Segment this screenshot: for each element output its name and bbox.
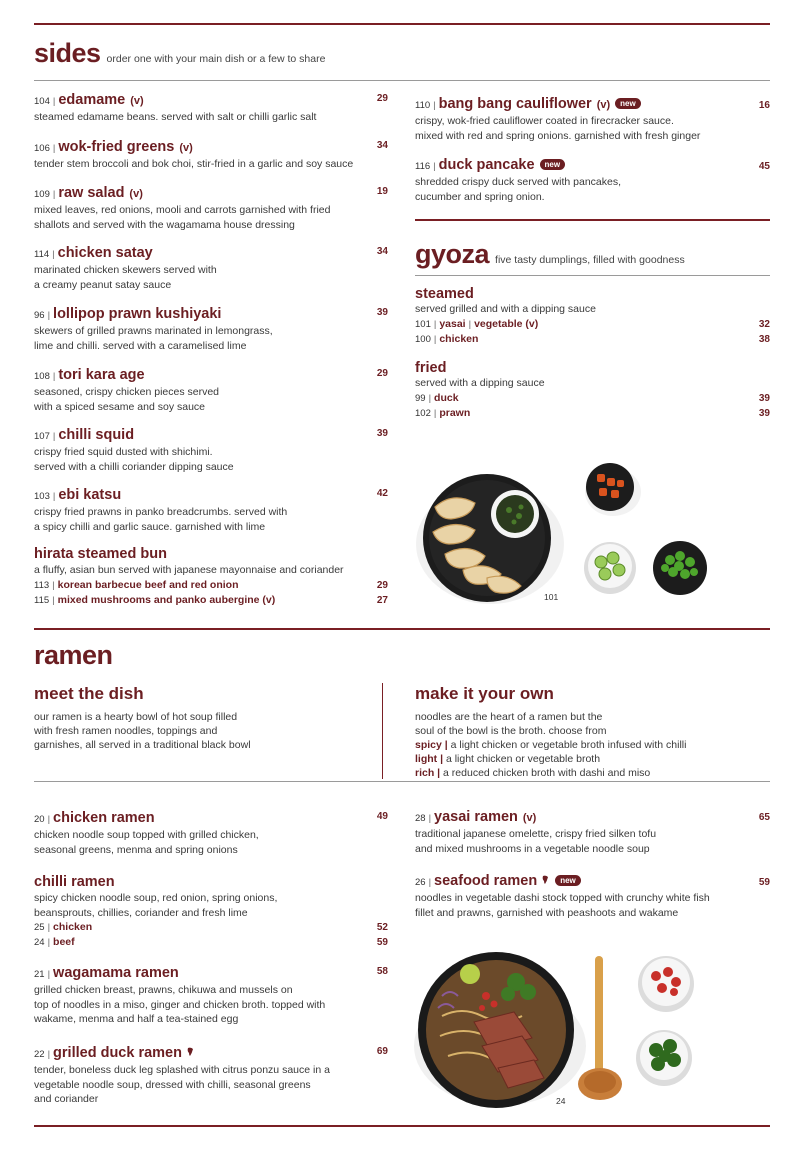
item-description: crispy fried squid dusted with shichimi. served with a chilli coriander dipping sauce [34,446,234,473]
item-number: 107 [34,431,50,442]
variant-name: mixed mushrooms and panko aubergine (v) [57,593,276,606]
item-name: wok-fried greens [58,139,175,155]
item-name: grilled duck ramen [53,1045,182,1061]
gyoza-title: gyoza [415,239,490,269]
item-name: chicken ramen [53,810,155,826]
gyoza-photo [415,452,715,612]
variant-price: 29 [376,579,388,591]
item-number: 26 [415,877,426,888]
broth-option: rich | a reduced chicken broth with dashi and miso [415,767,651,779]
vegetarian-marker: (v) [129,188,143,200]
item-name: ebi katsu [58,487,122,503]
item-number: 20 [34,814,45,825]
variant-row: 25 | chicken 52 [34,921,388,933]
item-price: 39 [376,307,388,318]
menu-item-chilli-ramen [34,874,388,950]
item-number: 22 [34,1049,45,1060]
variant-name: chicken [53,921,93,933]
new-badge: new [540,159,566,170]
make-title: make it your own [415,684,554,703]
make-it-your-own [415,684,770,780]
variant-row: 101 | yasai | vegetable (v) 32 [415,317,770,330]
vegetarian-marker: (v) [130,95,144,107]
variant-row: 113 | korean barbecue beef and red onion 29 [34,578,388,591]
variant-row: 100 | chicken 38 [415,332,770,345]
item-price: 49 [376,811,388,822]
item-name: chilli ramen [34,874,115,890]
menu-item: 28 | yasai ramen (v) 65 traditional japanese omelette, crispy fried silken tofu and mixed mushrooms in a vegetable noodle soup [415,809,770,855]
make-intro: noodles are the heart of a ramen but the soul of the bowl is the broth. choose from [415,711,607,737]
variant-price: 59 [376,937,388,948]
variant-name: duck [434,391,459,404]
gyoza-steamed [415,286,770,347]
item-price: 42 [376,488,388,499]
variant-price: 27 [376,594,388,606]
variant-price: 39 [758,392,770,404]
menu-item: 106 | wok-fried greens (v) 34 tender stem broccoli and bok choi, stir-fried in a garlic and soy sauce [34,139,388,170]
menu-item: 96 | lollipop prawn kushiyaki 39 skewers of grilled prawns marinated in lemongrass, lime and chilli. served with a caramelised lime [34,306,388,352]
item-description: shredded crispy duck served with pancakes, cucumber and spring onion. [415,176,622,203]
item-number: 104 [34,96,50,107]
item-description: chicken noodle soup topped with grilled chicken, seasonal greens, menma and spring onions [34,829,259,856]
menu-item-bun [34,546,388,608]
item-name: raw salad [58,185,125,201]
variant-row: 99 | duck 39 [415,391,770,404]
chilli-icon [186,1047,195,1057]
menu-item: 104 | edamame (v) 29 steamed edamame beans. served with salt or chilli garlic salt [34,92,388,123]
item-number: 108 [34,371,50,382]
item-number: 21 [34,969,45,980]
variant-name: chicken [439,332,479,345]
column-divider [382,683,383,779]
variant-price: 52 [376,922,388,933]
item-price: 19 [376,186,388,197]
item-name: edamame [58,92,126,108]
item-name: fried [415,360,447,376]
variant-price: 38 [758,333,770,345]
item-description: noodles in vegetable dashi stock topped with crunchy white fish fillet and prawns, garnished with peashoots and wakame [415,892,710,919]
item-price: 65 [758,812,770,823]
item-name: tori kara age [58,367,145,383]
variant-name: korean barbecue beef and red onion [57,578,239,591]
item-price: 29 [376,93,388,104]
item-description: seasoned, crispy chicken pieces served with a spiced sesame and soy sauce [34,386,220,413]
broth-option: spicy | a light chicken or vegetable broth infused with chilli [415,739,687,751]
sides-title: sides [34,38,101,68]
menu-item: 109 | raw salad (v) 19 mixed leaves, red onions, mooli and carrots garnished with fried shallots and served with the wagamama house dressing [34,185,388,231]
top-rule [34,23,770,25]
item-number: 28 [415,813,426,824]
menu-item: 103 | ebi katsu 42 crispy fried prawns in panko breadcrumbs. served with a spicy chilli and garlic sauce. garnished with lime [34,487,388,533]
item-description: mixed leaves, red onions, mooli and carrots garnished with fried shallots and served with the wagamama house dressing [34,204,331,231]
variant-price: 32 [758,318,770,330]
variant-name: yasai [439,317,466,330]
item-description: tender stem broccoli and bok choi, stir-fried in a garlic and soy sauce [34,158,354,170]
chilli-icon [541,875,550,885]
item-price: 29 [376,368,388,379]
item-number: 106 [34,143,50,154]
gyoza-rule [415,275,770,276]
item-description: traditional japanese omelette, crispy fried silken tofu and mixed mushrooms in a vegetable noodle soup [415,828,657,855]
item-number: 96 [34,310,45,321]
menu-item: 26 | seafood ramen new 59 noodles in vegetable dashi stock topped with crunchy white fish fillet and prawns, garnished with peashoots and wakame [415,873,770,919]
item-name: bang bang cauliflower [438,96,592,112]
item-name: chicken satay [57,245,153,261]
new-badge: new [555,875,581,886]
item-name: yasai ramen [434,809,518,825]
item-name: wagamama ramen [53,965,179,981]
item-name: chilli squid [58,427,135,443]
sides-rule [34,80,770,81]
meet-text: our ramen is a hearty bowl of hot soup filled with fresh ramen noodles, toppings and garnishes, all served in a traditional black bowl [34,711,251,751]
menu-item: 110 | bang bang cauliflower (v) new 16 crispy, wok-fried cauliflower coated in firecracker sauce. mixed with red and spring onions. garnished with fresh ginger [415,96,770,142]
item-price: 59 [758,877,770,888]
menu-item: 20 | chicken ramen 49 chicken noodle soup topped with grilled chicken, seasonal greens, menma and spring onions [34,810,388,856]
gyoza-subtitle: five tasty dumplings, filled with goodness [495,254,685,266]
variant-extra: vegetable (v) [474,317,539,330]
item-description: grilled chicken breast, prawns, chikuwa and mussels on top of noodles in a miso, ginger and chicken broth. topped with wakame, menma and half a tea-stained egg [34,984,326,1025]
ramen-rule [34,781,770,782]
menu-item: 108 | tori kara age 29 seasoned, crispy chicken pieces served with a spiced sesame and soy sauce [34,367,388,413]
item-number: 116 [415,161,431,172]
item-price: 69 [376,1046,388,1057]
menu-item: 114 | chicken satay 34 marinated chicken skewers served with a creamy peanut satay sauce [34,245,388,291]
item-description: served grilled and with a dipping sauce [415,303,596,315]
item-description: a fluffy, asian bun served with japanese mayonnaise and coriander [34,564,344,576]
item-price: 34 [376,140,388,151]
item-description: marinated chicken skewers served with a creamy peanut satay sauce [34,264,217,291]
item-price: 45 [758,161,770,172]
vegetarian-marker: (v) [596,99,611,111]
ramen-title: ramen [34,640,113,670]
new-badge: new [615,98,641,109]
broth-option: light | a light chicken or vegetable broth [415,753,601,765]
variant-row: 24 | beef 59 [34,936,388,948]
variant-name: beef [53,936,75,948]
item-price: 34 [376,246,388,257]
item-name: lollipop prawn kushiyaki [53,306,222,322]
item-name: hirata steamed bun [34,546,167,562]
item-number: 109 [34,189,50,200]
variant-row: 102 | prawn 39 [415,406,770,419]
vegetarian-marker: (v) [522,812,537,824]
sides-header [34,38,325,69]
item-description: tender, boneless duck leg splashed with citrus ponzu sauce in a vegetable noodle soup, dressed with chilli, seasonal greens and coriander [34,1064,330,1105]
bottom-rule [34,1125,770,1127]
item-name: duck pancake [438,157,535,173]
ramen-top-rule [34,628,770,630]
ramen-photo-label: 24 [556,1096,566,1106]
meet-title: meet the dish [34,684,144,703]
variant-name: prawn [439,406,471,419]
item-description: skewers of grilled prawns marinated in lemongrass, lime and chilli. served with a caramelised lime [34,325,273,352]
gyoza-top-rule [415,219,770,221]
variant-price: 39 [758,407,770,419]
gyoza-photo-label: 101 [544,592,559,602]
item-description: crispy fried prawns in panko breadcrumbs. served with a spicy chilli and garlic sauce. garnished with lime [34,506,288,533]
item-name: steamed [415,286,474,302]
item-number: 110 [415,100,431,111]
item-number: 103 [34,491,50,502]
item-description: spicy chicken noodle soup, red onion, spring onions, beansprouts, chillies, coriander and fresh lime [34,892,278,919]
gyoza-header [415,239,685,270]
gyoza-fried [415,360,770,421]
item-description: crispy, wok-fried cauliflower coated in firecracker sauce. mixed with red and spring onions. garnished with fresh ginger [415,115,701,142]
variant-row: 115 | mixed mushrooms and panko aubergine (v) 27 [34,593,388,606]
item-description: served with a dipping sauce [415,377,545,389]
item-description: steamed edamame beans. served with salt or chilli garlic salt [34,111,317,123]
menu-item: 116 | duck pancake new 45 shredded crispy duck served with pancakes, cucumber and spring onion. [415,157,770,203]
item-name: seafood ramen [434,873,538,889]
item-price: 58 [376,966,388,977]
item-price: 16 [758,100,770,111]
menu-item: 21 | wagamama ramen 58 grilled chicken breast, prawns, chikuwa and mussels on top of noodles in a miso, ginger and chicken broth. topped with wakame, menma and half a tea-stained egg [34,965,388,1025]
item-number: 114 [34,249,50,260]
vegetarian-marker: (v) [179,142,193,154]
menu-item: 22 | grilled duck ramen 69 tender, boneless duck leg splashed with citrus ponzu sauce in a vegetable noodle soup, dressed with chilli, seasonal greens and coriander [34,1045,388,1105]
menu-item: 107 | chilli squid 39 crispy fried squid dusted with shichimi. served with a chilli coriander dipping sauce [34,427,388,473]
meet-the-dish [34,684,374,752]
item-price: 39 [376,428,388,439]
sides-subtitle: order one with your main dish or a few to share [106,53,326,65]
ramen-photo [412,946,722,1111]
